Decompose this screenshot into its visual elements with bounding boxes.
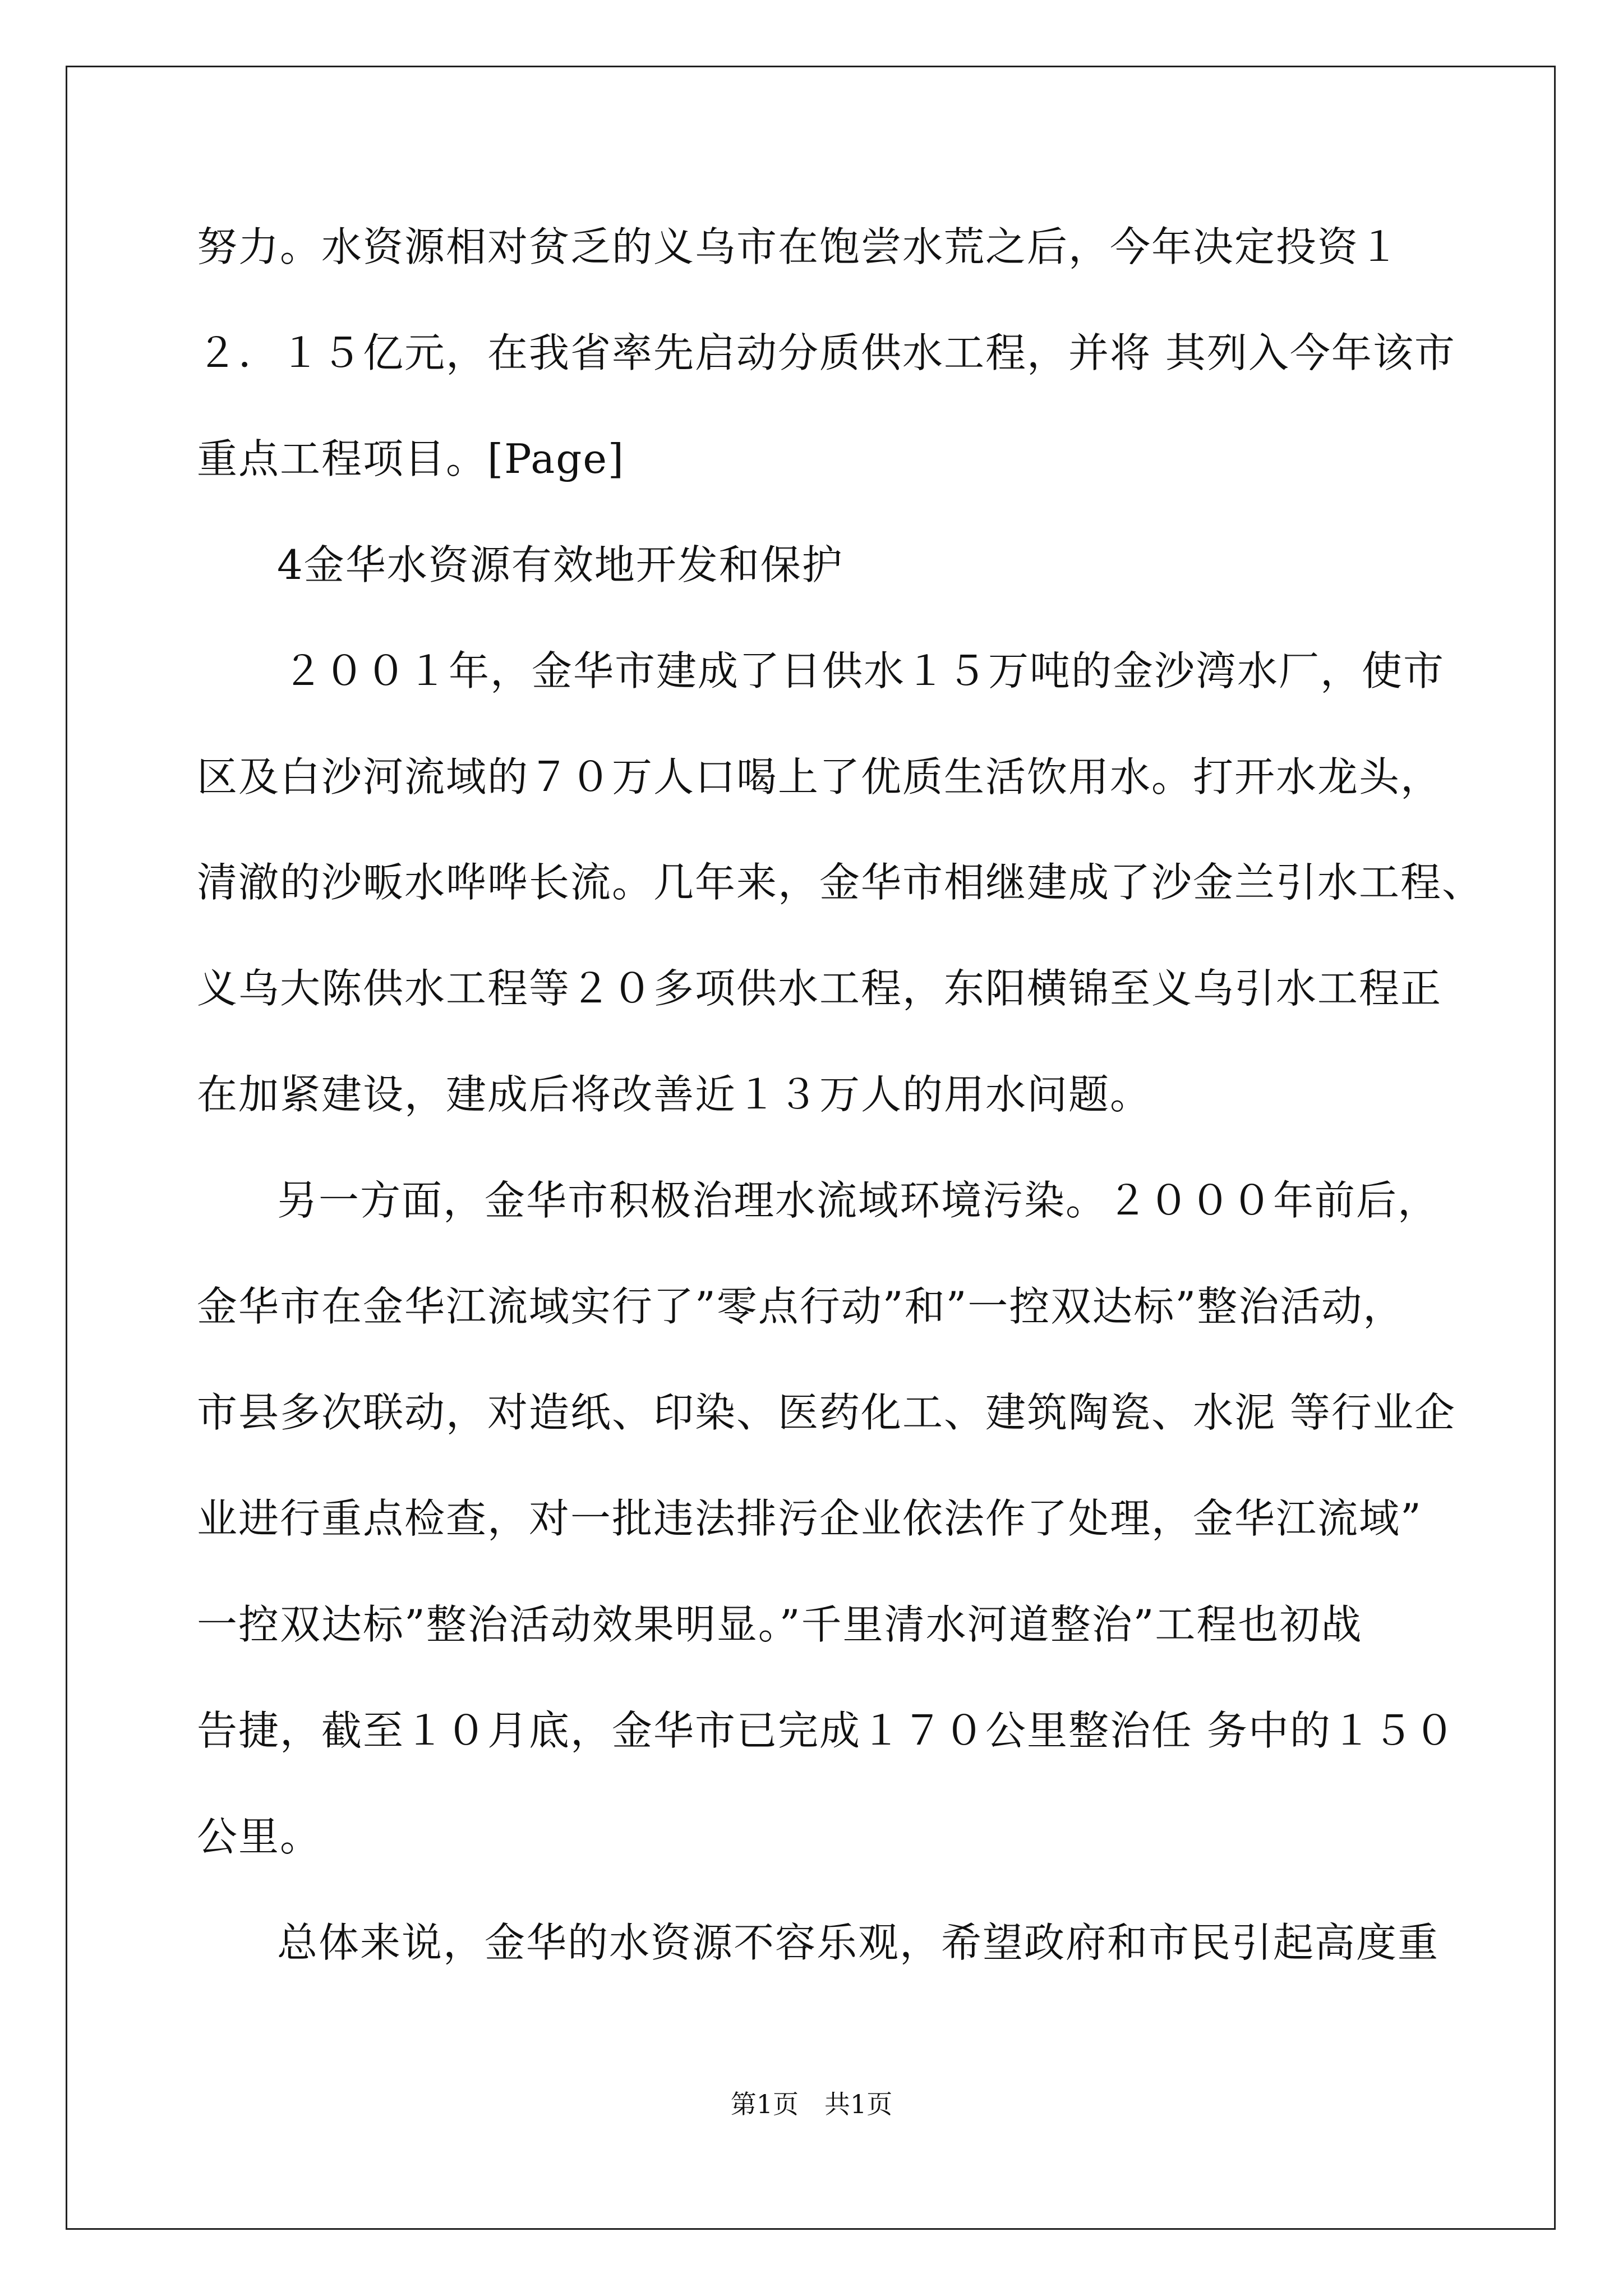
text-line: 一控双达标”整治活动效果明显。”千里清水河道整治”工程也初战 [197,1601,1363,1648]
text-line: 清澈的沙畈水哗哗长流。几年来，金华市相继建成了沙金兰引水工程、 [197,859,1484,906]
text-line: 重点工程项目。[Page] [197,435,625,482]
text-line: ２００１年，金华市建成了日供水１５万吨的金沙湾水厂，使市 [283,647,1445,694]
text-line: 义乌大陈供水工程等２０多项供水工程，东阳横锦至义乌引水工程正 [197,965,1442,1012]
text-line: 业进行重点检查，对一批违法排污企业依法作了处理，金华江流域” [197,1495,1422,1542]
text-line: 另一方面，金华市积极治理水流域环境污染。２０００年前后， [277,1177,1440,1224]
text-line: 告捷，截至１０月底，金华市已完成１７０公里整治任 务中的１５０ [197,1707,1456,1754]
page-number-footer: 第1页 共1页 [730,2089,893,2119]
text-line: 市县多次联动，对造纸、印染、医药化工、建筑陶瓷、水泥 等行业企 [197,1389,1456,1436]
text-line: 区及白沙河流域的７０万人口喝上了优质生活饮用水。打开水龙头， [197,753,1442,800]
page-border [66,66,1556,2230]
text-line: 努力。水资源相对贫乏的义乌市在饱尝水荒之后，今年决定投资１ [197,223,1401,270]
section-heading: 4金华水资源有效地开发和保护 [277,541,843,588]
text-line: 金华市在金华江流域实行了”零点行动”和”一控双达标”整治活动， [197,1283,1405,1330]
text-line: ２．１５亿元，在我省率先启动分质供水工程，并将 其列入今年该市 [197,329,1456,376]
text-line: 公里。 [197,1813,322,1860]
text-line: 在加紧建设，建成后将改善近１３万人的用水问题。 [197,1071,1152,1118]
text-line: 总体来说，金华的水资源不容乐观，希望政府和市民引起高度重 [277,1919,1440,1966]
